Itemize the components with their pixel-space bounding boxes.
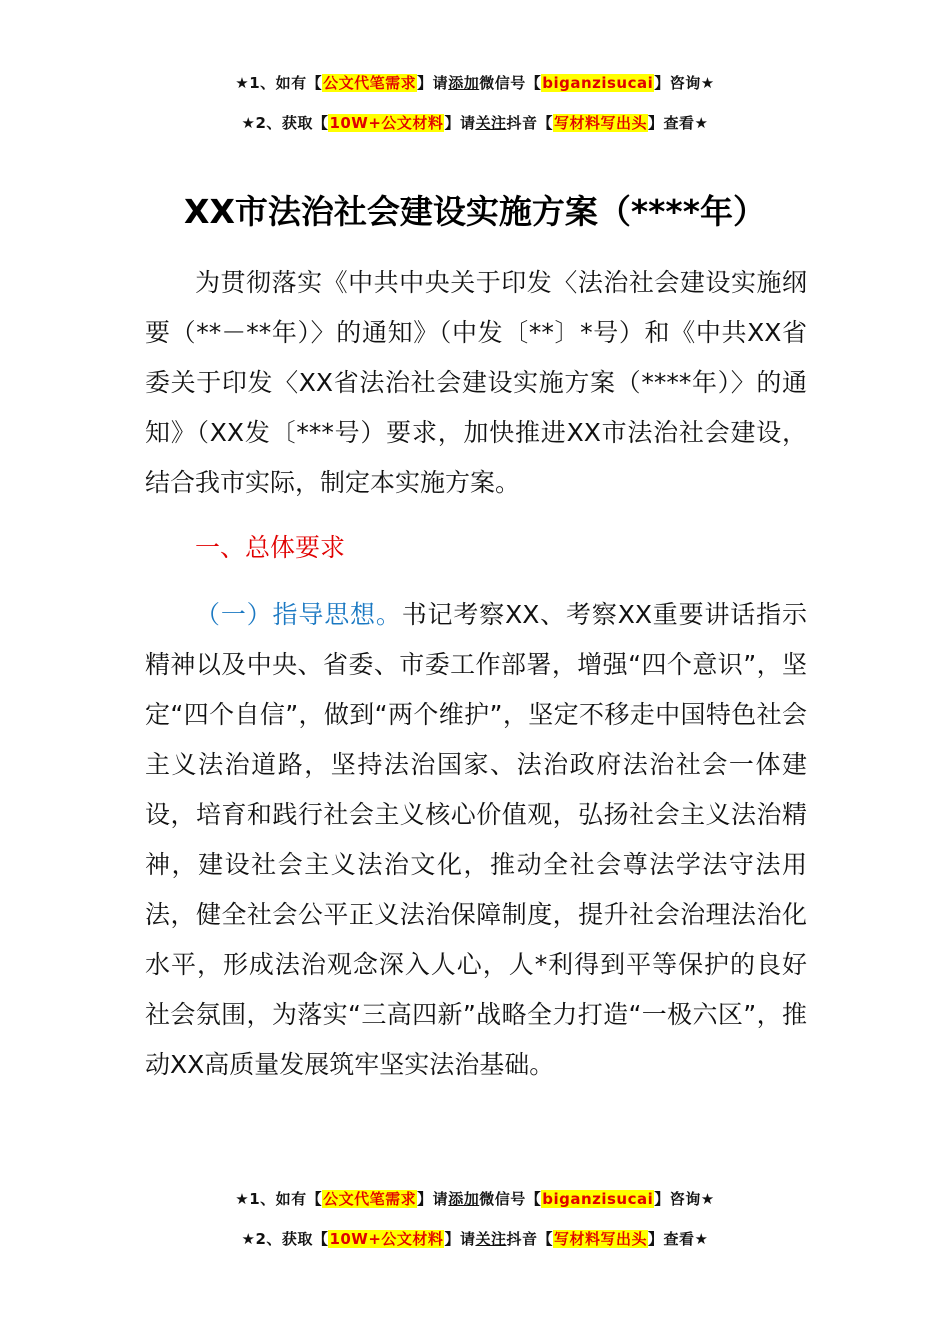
banner-text: ★1、如有【 bbox=[235, 1190, 323, 1208]
highlight-wechat-id: biganzisucai bbox=[542, 1190, 654, 1208]
highlight-douyin: 写材料写出头 bbox=[553, 1230, 647, 1248]
banner-underlined: 关注 bbox=[475, 1230, 507, 1248]
banner-text: 】请 bbox=[417, 74, 449, 92]
document-title: XX市法治社会建设实施方案（****年） bbox=[184, 192, 766, 231]
banner-text: 】请 bbox=[417, 1190, 449, 1208]
banner-text: 】请 bbox=[444, 114, 476, 132]
banner-text: 】咨询★ bbox=[654, 1190, 715, 1208]
banner-text: ★2、获取【 bbox=[241, 114, 329, 132]
highlight-service: 公文代笔需求 bbox=[323, 74, 417, 92]
top-banner-line-2 bbox=[0, 112, 950, 133]
highlight-materials: 10W+公文材料 bbox=[329, 114, 444, 132]
banner-text: 抖音【 bbox=[506, 114, 553, 132]
highlight-douyin: 写材料写出头 bbox=[553, 114, 647, 132]
banner-text: 微信号【 bbox=[479, 1190, 542, 1208]
banner-text: 抖音【 bbox=[506, 1230, 553, 1248]
subsection-heading: （一）指导思想。 bbox=[195, 600, 402, 629]
banner-text: 微信号【 bbox=[479, 74, 542, 92]
bottom-banner-line-1 bbox=[0, 1188, 950, 1209]
section-heading: 一、总体要求 bbox=[195, 533, 346, 562]
banner-underlined: 关注 bbox=[475, 114, 507, 132]
highlight-wechat-id: biganzisucai bbox=[542, 74, 654, 92]
bottom-banner-line-2 bbox=[0, 1228, 950, 1249]
highlight-materials: 10W+公文材料 bbox=[329, 1230, 444, 1248]
banner-underlined: 添加 bbox=[448, 74, 480, 92]
banner-text: ★2、获取【 bbox=[241, 1230, 329, 1248]
subsection-body: 书记考察XX、考察XX重要讲话指示精神以及中央、省委、市委工作部署，增强“四个意识”，坚定“四个自信”，做到“两个维护”，坚定不移走中国特色社会主义法治道路，坚持法治国家、法治政府法治社会一体建设，培育和践行社会主义核心价值观，弘扬社会主义法治精神，建设社会主义法治文化，推动全社会尊法学法守法用法，健全社会公平正义法治保障制度，提升社会治理法治化水平，形成法治观念深入人心，人*利得到平等保护的良好社会氛围，为落实“三高四新”战略全力打造“一极六区”，推动XX高质量发展筑牢坚实法治基础。 bbox=[145, 600, 807, 1079]
banner-underlined: 添加 bbox=[448, 1190, 480, 1208]
intro-paragraph: 为贯彻落实《中共中央关于印发〈法治社会建设实施纲要（**－**年）〉的通知》（中发〔**〕*号）和《中共XX省委关于印发〈XX省法治社会建设实施方案（****年）〉的通知》（XX发〔***号）要求，加快推进XX市法治社会建设，结合我市实际，制定本实施方案。 bbox=[145, 268, 807, 497]
banner-text: 】查看★ bbox=[648, 114, 709, 132]
banner-text: 】请 bbox=[444, 1230, 476, 1248]
guiding-thought-paragraph bbox=[145, 590, 807, 1090]
banner-text: 】咨询★ bbox=[654, 74, 715, 92]
highlight-service: 公文代笔需求 bbox=[323, 1190, 417, 1208]
top-banner-line-1 bbox=[0, 72, 950, 93]
banner-text: 】查看★ bbox=[648, 1230, 709, 1248]
banner-text: ★1、如有【 bbox=[235, 74, 323, 92]
